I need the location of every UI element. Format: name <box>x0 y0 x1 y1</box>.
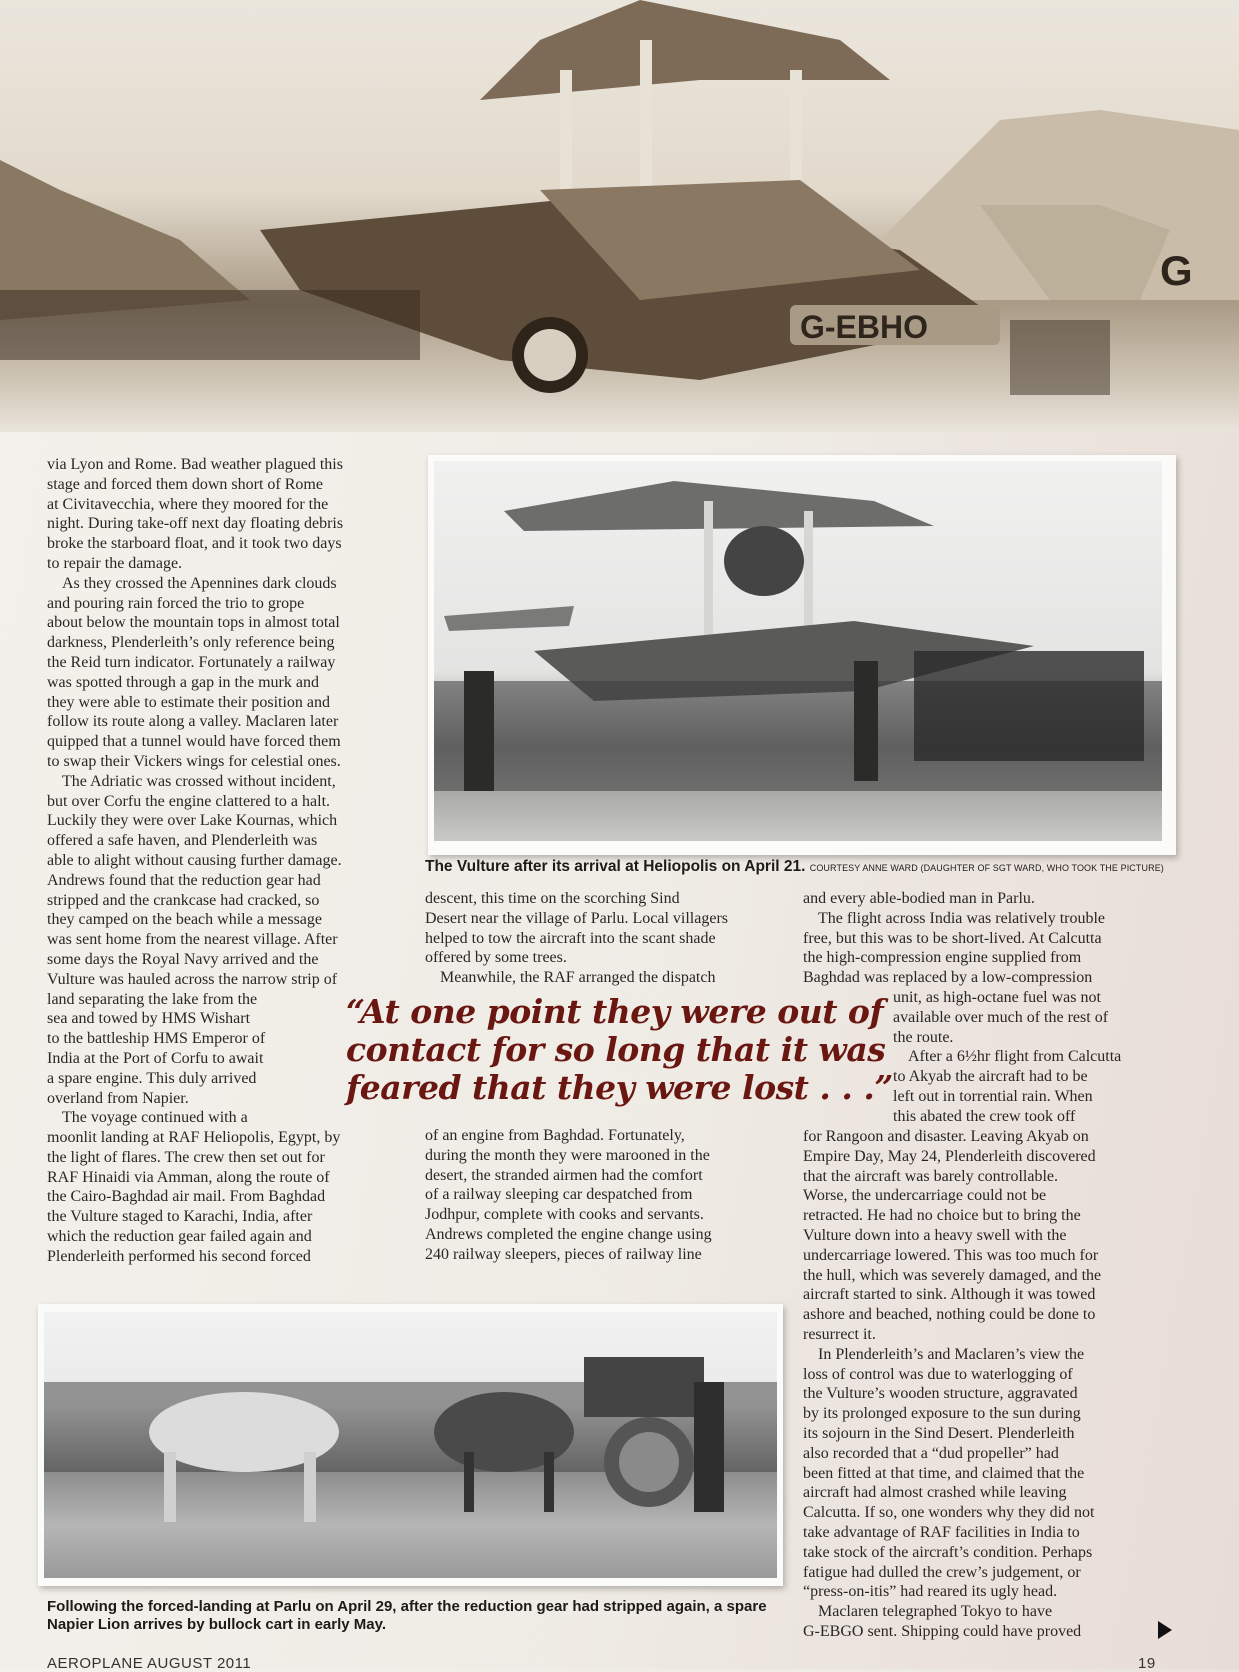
text-line: at Civitavecchia, where they moored for the <box>47 495 329 513</box>
pull-quote-line: feared that they were lost . . .” <box>346 1068 893 1107</box>
text-line: its sojourn in the Sind Desert. Plenderleith <box>803 1424 1075 1442</box>
text-line: available over much of the rest of <box>893 1008 1109 1026</box>
text-line: Calcutta. If so, one wonders why they did not <box>803 1504 1095 1522</box>
text-line: to Akyab the aircraft had to be <box>893 1068 1088 1086</box>
text-line: stripped and the crankcase had cracked, so <box>47 891 320 909</box>
text-line: a spare engine. This duly arrived <box>47 1069 257 1087</box>
text-line: Worse, the undercarriage could not be <box>803 1187 1047 1205</box>
caption-text: The Vulture after its arrival at Heliopolis on April 21. <box>425 858 806 875</box>
text-line: After a 6½hr flight from Calcutta <box>908 1048 1122 1066</box>
page-number: 19 <box>1138 1655 1156 1672</box>
text-line: they were able to estimate their position and <box>47 693 331 711</box>
text-line: been fitted at that time, and claimed that the <box>803 1464 1085 1482</box>
text-line: to repair the damage. <box>47 554 183 572</box>
text-line: of a railway sleeping car despatched from <box>425 1186 693 1204</box>
text-line: moonlit landing at RAF Heliopolis, Egypt, by <box>47 1129 341 1147</box>
text-line: sea and towed by HMS Wishart <box>47 1010 251 1028</box>
text-line: In Plenderleith’s and Maclaren’s view the <box>818 1345 1085 1363</box>
text-line: the light of flares. The crew then set out for <box>47 1148 325 1166</box>
text-line: 240 railway sleepers, pieces of railway line <box>425 1245 702 1263</box>
text-line: Luckily they were over Lake Kournas, which <box>47 812 338 830</box>
bullock-cart-illustration <box>44 1312 777 1578</box>
text-line: offered a safe haven, and Plenderleith was <box>47 832 318 850</box>
text-line: via Lyon and Rome. Bad weather plagued this <box>47 456 343 473</box>
text-line: the Cairo-Baghdad air mail. From Baghdad <box>47 1188 326 1206</box>
text-line: G-EBGO sent. Shipping could have proved <box>803 1622 1082 1640</box>
text-line: was sent home from the nearest village. After <box>47 931 338 949</box>
text-line: Jodhpur, complete with cooks and servants. <box>425 1206 704 1224</box>
text-line: loss of control was due to waterlogging of <box>803 1365 1073 1383</box>
text-line: retracted. He had no choice but to bring the <box>803 1207 1081 1225</box>
right-column-wrap-text <box>893 988 1121 1127</box>
middle-column-bottom-text <box>425 1126 712 1265</box>
text-line: free, but this was to be short-lived. At Calcutta <box>803 929 1102 947</box>
text-line: Plenderleith performed his second forced <box>47 1247 311 1265</box>
pull-quote-line: contact for so long that it was <box>346 1030 886 1069</box>
text-line: to the battleship HMS Emperor of <box>47 1030 266 1048</box>
text-line: the Reid turn indicator. Fortunately a railway <box>47 653 336 671</box>
text-line: unit, as high-octane fuel was not <box>893 989 1101 1006</box>
text-line: the high-compression engine supplied from <box>803 949 1082 967</box>
text-line: Vulture down into a heavy swell with the <box>803 1226 1067 1244</box>
text-line: aircraft had almost crashed while leaving <box>803 1484 1067 1502</box>
text-line: Vulture was hauled across the narrow strip of <box>47 970 338 988</box>
photo-bullock-cart <box>38 1304 783 1586</box>
text-line: take advantage of RAF facilities in India to <box>803 1523 1080 1541</box>
text-line: by its prolonged exposure to the sun during <box>803 1405 1081 1423</box>
biplane-crowd-illustration <box>434 461 1162 841</box>
text-line: Meanwhile, the RAF arranged the dispatch <box>440 969 716 987</box>
text-line: the Vulture staged to Karachi, India, after <box>47 1208 313 1226</box>
text-line: during the month they were marooned in the <box>425 1146 710 1164</box>
text-line: descent, this time on the scorching Sind <box>425 890 680 907</box>
text-line: Maclaren telegraphed Tokyo to have <box>818 1603 1053 1621</box>
pull-quote <box>346 993 893 1107</box>
text-line: “press-on-itis” had reared its ugly head. <box>803 1583 1058 1601</box>
aircraft-registration: G-EBHO <box>800 309 928 345</box>
text-line: The flight across India was relatively trouble <box>818 909 1106 927</box>
photo-caption-heliopolis <box>425 858 1164 876</box>
photo-crew-pushing-vulture <box>0 0 1239 432</box>
photo-credit: COURTESY ANNE WARD (DAUGHTER OF SGT WARD, WHO TOOK THE PICTURE) <box>809 863 1164 873</box>
text-line: the hull, which was severely damaged, and the <box>803 1266 1102 1284</box>
text-line: Empire Day, May 24, Plenderleith discovered <box>803 1147 1096 1165</box>
text-line: and every able-bodied man in Parlu. <box>803 890 1035 907</box>
photo-caption-parlu: Following the forced-landing at Parlu on April 29, after the reduction gear had stripped again, a spare Napier Lion arrives by bullock cart in early May. <box>47 1598 767 1633</box>
text-line: and pouring rain forced the trio to grope <box>47 594 305 612</box>
text-line: offered by some trees. <box>425 949 567 967</box>
continue-arrow-icon <box>1158 1621 1172 1639</box>
text-line: which the reduction gear failed again and <box>47 1228 312 1246</box>
text-line: overland from Napier. <box>47 1089 189 1107</box>
text-line: the Vulture’s wooden structure, aggravated <box>803 1385 1078 1403</box>
text-line: desert, the stranded airmen had the comfort <box>425 1166 703 1184</box>
text-line: RAF Hinaidi via Amman, along the route of <box>47 1168 330 1186</box>
text-line: for Rangoon and disaster. Leaving Akyab on <box>803 1128 1089 1145</box>
text-line: that the aircraft was barely controllable. <box>803 1167 1058 1185</box>
right-column-bottom-text <box>803 1127 1101 1642</box>
text-line: As they crossed the Apennines dark clouds <box>62 574 337 592</box>
text-line: The Adriatic was crossed without incident, <box>62 772 336 790</box>
tail-letter: G <box>1160 247 1193 294</box>
text-line: undercarriage lowered. This was too much for <box>803 1246 1099 1264</box>
footer-publication: AEROPLANE AUGUST 2011 <box>47 1655 252 1672</box>
text-line: this abated the crew took off <box>893 1107 1076 1125</box>
text-line: resurrect it. <box>803 1325 876 1343</box>
text-line: left out in torrential rain. When <box>893 1087 1093 1105</box>
text-line: quipped that a tunnel would have forced them <box>47 733 341 751</box>
text-line: follow its route along a valley. Maclaren later <box>47 713 339 731</box>
text-line: about below the mountain tops in almost total <box>47 614 340 632</box>
text-line: some days the Royal Navy arrived and the <box>47 950 319 968</box>
text-line: aircraft started to sink. Although it was towed <box>803 1286 1096 1304</box>
text-line: to swap their Vickers wings for celestial ones. <box>47 752 341 770</box>
text-line: fatigue had dulled the crew’s judgement, or <box>803 1563 1081 1581</box>
text-line: the route. <box>893 1028 954 1046</box>
text-line: also recorded that a “dud propeller” had <box>803 1444 1059 1462</box>
text-line: ashore and beached, nothing could be done to <box>803 1306 1096 1324</box>
text-line: take stock of the aircraft’s condition. Perhaps <box>803 1543 1093 1561</box>
text-line: of an engine from Baghdad. Fortunately, <box>425 1127 685 1144</box>
right-column-top-text <box>803 889 1105 988</box>
text-line: night. During take-off next day floating debris <box>47 515 344 533</box>
text-line: Andrews completed the engine change using <box>425 1225 712 1243</box>
text-line: Desert near the village of Parlu. Local villagers <box>425 909 728 927</box>
text-line: was spotted through a gap in the murk and <box>47 673 319 691</box>
text-line: they camped on the beach while a message <box>47 911 322 929</box>
text-line: but over Corfu the engine clattered to a halt. <box>47 792 331 810</box>
text-line: Andrews found that the reduction gear had <box>47 871 321 889</box>
text-line: land separating the lake from the <box>47 990 258 1008</box>
text-line: The voyage continued with a <box>62 1109 248 1127</box>
pull-quote-line: “At one point they were out of <box>346 992 884 1031</box>
text-line: able to alight without causing further damage. <box>47 851 342 869</box>
biplane-illustration <box>0 0 1239 432</box>
text-line: stage and forced them down short of Rome <box>47 475 323 493</box>
text-line: Baghdad was replaced by a low-compression <box>803 969 1093 987</box>
photo-vulture-heliopolis <box>428 455 1176 855</box>
text-line: broke the starboard float, and it took two days <box>47 535 342 553</box>
text-line: darkness, Plenderleith’s only reference being <box>47 634 335 652</box>
text-line: helped to tow the aircraft into the scant shade <box>425 929 716 947</box>
text-line: India at the Port of Corfu to await <box>47 1049 264 1067</box>
middle-column-top-text <box>425 889 728 988</box>
left-column-text <box>47 455 343 1267</box>
